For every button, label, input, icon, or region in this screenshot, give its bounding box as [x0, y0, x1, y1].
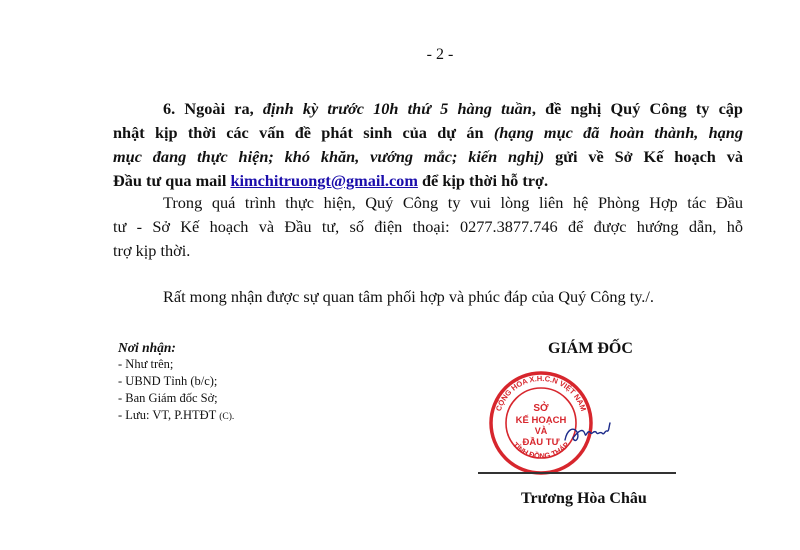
email-link[interactable]: kimchitruongt@gmail.com: [230, 171, 418, 190]
official-seal: [479, 368, 611, 478]
contact-line-1: Trong quá trình thực hiện, Quý Công ty vui lòng liên hệ Phòng Hợp tác Đầu: [163, 193, 743, 212]
recipients-block: [118, 339, 234, 426]
seal-bottom-text: TỈNH ĐỒNG THÁP: [511, 440, 571, 461]
recipient-item: - Như trên;: [118, 357, 174, 371]
signer-name: Trương Hòa Châu: [521, 490, 647, 507]
contact-line-2: tư - Sở Kế hoạch và Đầu tư, số điện thoại: 0277.3877.746 để được hướng dẫn, hỗ: [113, 217, 743, 236]
seal-line-3: VÀ: [534, 426, 548, 436]
p6-line-3: mục đang thực hiện; khó khăn, vướng mắc; kiến nghị) gửi về Sở Kế hoạch và: [113, 147, 743, 166]
contact-paragraph: [113, 191, 743, 263]
signature-underline: [478, 472, 676, 474]
recipient-item: - Ban Giám đốc Sở;: [118, 391, 218, 405]
closing-paragraph: [113, 285, 743, 309]
p6-line-2: nhật kịp thời các vấn đề phát sinh của dự án (hạng mục đã hoàn thành, hạng: [113, 123, 744, 142]
recipients-heading: Nơi nhận:: [118, 340, 176, 355]
paragraph-6: [113, 97, 743, 193]
seal-ring-text: CỘNG HÒA X.H.C.N VIỆT NAM: [493, 373, 589, 413]
seal-line-4: ĐẦU TƯ: [522, 437, 560, 448]
seal-line-2: KẾ HOẠCH: [515, 415, 567, 426]
recipient-item: - UBND Tỉnh (b/c);: [118, 374, 218, 388]
closing-line: Rất mong nhận được sự quan tâm phối hợp và phúc đáp của Quý Công ty./.: [163, 287, 654, 306]
contact-line-3: trợ kịp thời.: [113, 241, 191, 260]
recipient-item: - Lưu: VT, P.HTĐT (C).: [118, 408, 235, 422]
seal-line-1: SỞ: [533, 403, 549, 414]
page-number: - 2 -: [426, 46, 454, 63]
signer-title: GIÁM ĐỐC: [548, 340, 633, 357]
p6-line-4: Đầu tư qua mail kimchitruongt@gmail.com để kịp thời hỗ trợ.: [113, 171, 549, 190]
p6-line-1: 6. Ngoài ra, định kỳ trước 10h thứ 5 hàng tuần, đề nghị Quý Công ty cập: [163, 99, 743, 118]
